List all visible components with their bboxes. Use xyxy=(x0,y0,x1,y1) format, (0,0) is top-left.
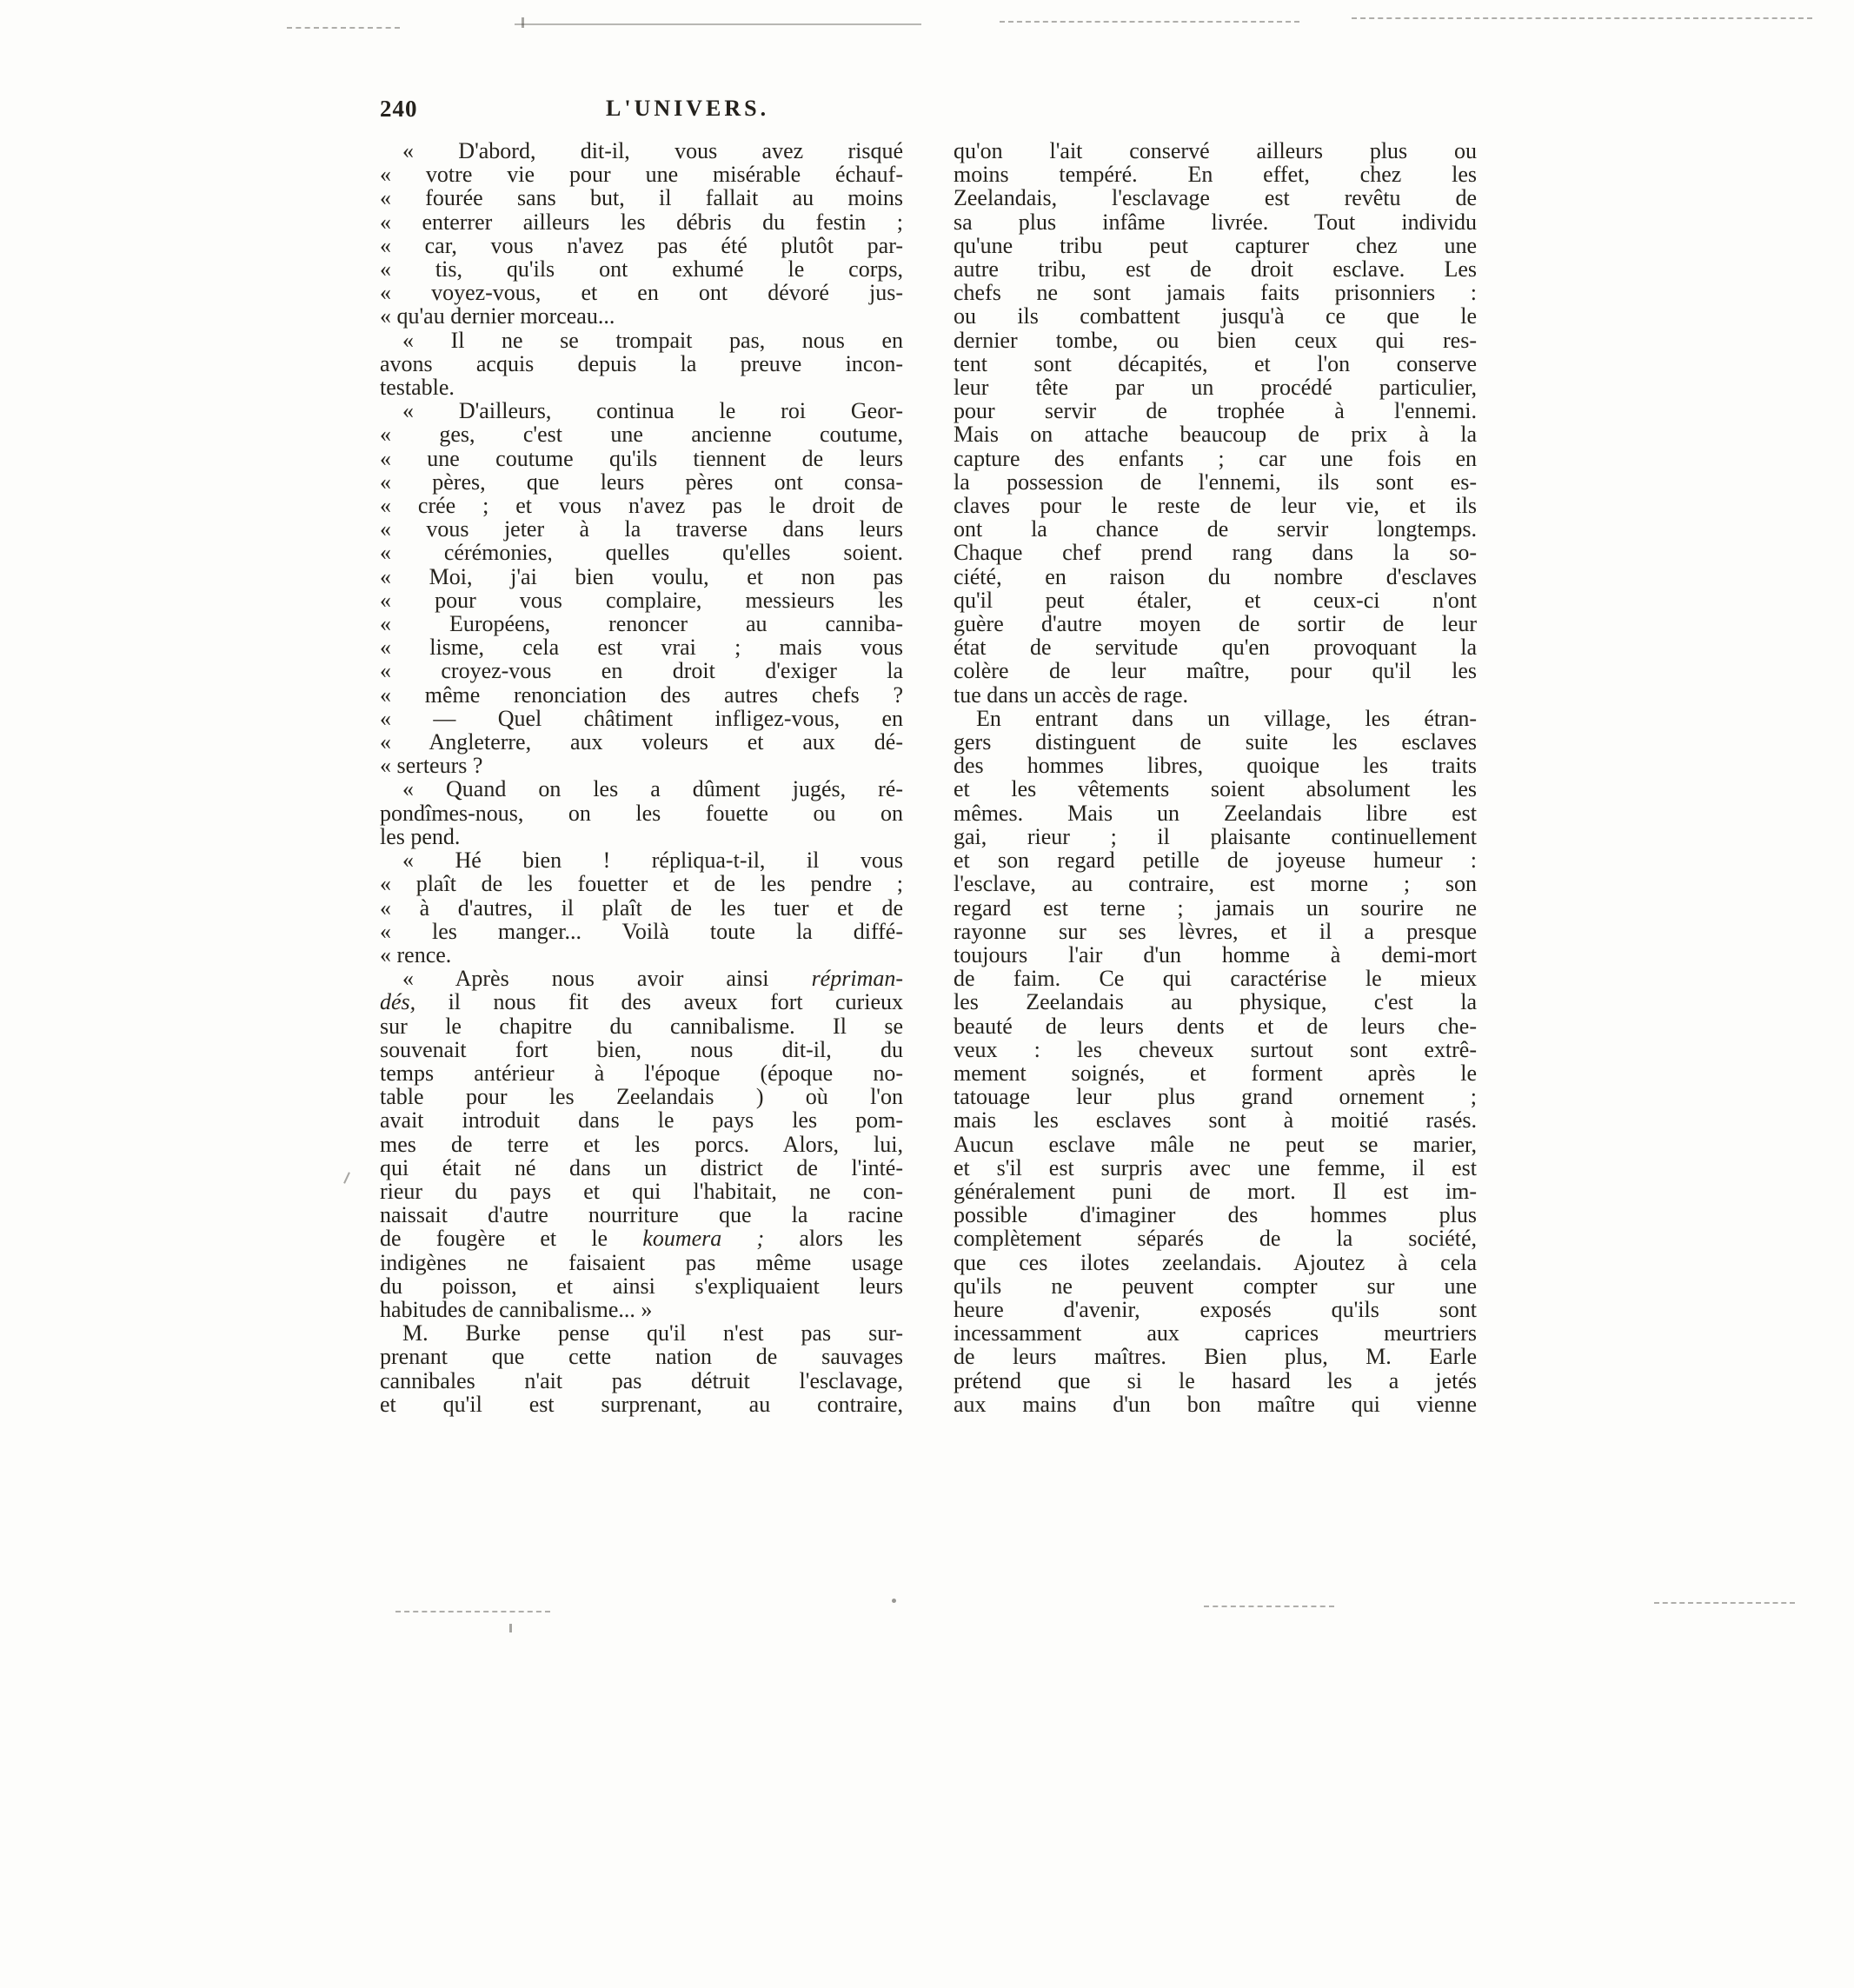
scan-artifact xyxy=(343,1172,350,1184)
text-line xyxy=(380,1133,903,1156)
text-line xyxy=(380,1251,903,1274)
text-line xyxy=(380,447,903,470)
text-segment: qu'on l'ait conservé ailleurs plus ou xyxy=(954,138,1477,163)
text-segment: « — Quel châtiment infligez-vous, en xyxy=(380,705,903,731)
text-segment: leur tête par un procédé particulier, xyxy=(954,375,1477,401)
text-segment: « D'ailleurs, continua le roi Geor- xyxy=(402,398,903,424)
text-line xyxy=(954,1369,1477,1393)
text-line xyxy=(380,565,903,588)
text-line xyxy=(954,635,1477,659)
scan-artifact xyxy=(1654,1602,1795,1604)
text-line xyxy=(954,1108,1477,1132)
text-segment: souvenait fort bien, nous dit-il, du xyxy=(380,1036,903,1062)
text-segment: Zeelandais, l'esclavage est revêtu de xyxy=(954,185,1477,211)
text-line xyxy=(380,1345,903,1368)
text-line xyxy=(954,1345,1477,1368)
text-line xyxy=(954,1298,1477,1321)
text-segment: « une coutume qu'ils tiennent de leurs xyxy=(380,445,903,471)
text-line xyxy=(954,1014,1477,1038)
text-line xyxy=(380,1321,903,1345)
text-line xyxy=(954,730,1477,754)
text-segment: « cérémonies, quelles qu'elles soient. xyxy=(380,540,903,566)
text-line xyxy=(954,612,1477,635)
text-line xyxy=(380,470,903,494)
text-line xyxy=(954,139,1477,163)
text-segment: capture des enfants ; car une fois en xyxy=(954,445,1477,471)
text-line xyxy=(954,777,1477,801)
text-segment: généralement puni de mort. Il est im- xyxy=(954,1178,1477,1204)
text-line xyxy=(380,683,903,707)
text-line xyxy=(380,588,903,612)
paragraph xyxy=(380,1321,903,1416)
text-segment: testable. xyxy=(380,375,455,401)
text-segment: l'esclave, au contraire, est morne ; son xyxy=(954,871,1477,897)
text-segment: que ces ilotes zeelandais. Ajoutez à cela xyxy=(954,1249,1477,1275)
text-segment: « Quand on les a dûment jugés, ré- xyxy=(402,776,903,802)
text-line xyxy=(380,352,903,376)
text-line xyxy=(380,139,903,163)
text-segment: chefs ne sont jamais faits prisonniers : xyxy=(954,280,1477,306)
text-segment: « tis, qu'ils ont exhumé le corps, xyxy=(380,256,903,283)
text-line xyxy=(380,1061,903,1085)
text-line xyxy=(380,896,903,920)
text-segment: ou ils combattent jusqu'à ce que le xyxy=(954,303,1477,329)
text-line xyxy=(380,1393,903,1416)
text-segment: temps antérieur à l'époque (époque no- xyxy=(380,1060,903,1086)
scan-artifact xyxy=(522,17,524,28)
text-line xyxy=(954,801,1477,825)
text-line xyxy=(954,967,1477,990)
text-segment: et s'il est surpris avec une femme, il est xyxy=(954,1154,1477,1180)
text-segment: de leurs maîtres. Bien plus, M. Earle xyxy=(954,1344,1477,1370)
text-segment: du poisson, et ainsi s'expliquaient leurs xyxy=(380,1273,903,1299)
text-line xyxy=(954,376,1477,399)
text-segment: « Hé bien ! répliqua-t-il, il vous xyxy=(402,848,903,874)
paragraph xyxy=(380,777,903,848)
scan-artifact xyxy=(1000,21,1299,23)
scan-artifact xyxy=(1204,1606,1334,1607)
text-segment: toujours l'air d'un homme à demi-mort xyxy=(954,941,1477,967)
text-line xyxy=(380,730,903,754)
text-segment: et qu'il est surprenant, au contraire, xyxy=(380,1391,903,1417)
text-line xyxy=(380,517,903,541)
text-line xyxy=(380,1274,903,1298)
text-segment: mais les esclaves sont à moitié rasés. xyxy=(954,1107,1477,1134)
text-block xyxy=(380,139,1477,1416)
text-line xyxy=(954,494,1477,517)
text-line xyxy=(954,517,1477,541)
text-line xyxy=(954,1251,1477,1274)
text-segment: Mais on attache beaucoup de prix à la xyxy=(954,422,1477,448)
text-segment: « fourée sans but, il fallait au moins xyxy=(380,185,903,211)
text-segment: de faim. Ce qui caractérise le mieux xyxy=(954,966,1477,992)
text-line xyxy=(380,1227,903,1250)
text-line xyxy=(380,163,903,186)
text-segment: habitudes de cannibalisme... » xyxy=(380,1296,653,1322)
text-segment: rayonne sur ses lèvres, et il a presque xyxy=(954,918,1477,944)
text-segment: pour servir de trophée à l'ennemi. xyxy=(954,398,1477,424)
text-line xyxy=(954,659,1477,682)
italic-text: répriman- xyxy=(811,966,903,992)
text-segment: incessamment aux caprices meurtriers xyxy=(954,1320,1477,1346)
text-line xyxy=(380,943,903,967)
text-line xyxy=(954,1274,1477,1298)
text-line xyxy=(380,1038,903,1061)
text-line xyxy=(954,990,1477,1014)
text-segment: mes de terre et les porcs. Alors, lui, xyxy=(380,1131,903,1157)
paragraph xyxy=(380,399,903,777)
text-line xyxy=(380,186,903,209)
text-line xyxy=(380,848,903,872)
text-column-right xyxy=(954,139,1477,1416)
scan-artifact xyxy=(395,1611,550,1612)
text-line xyxy=(954,281,1477,304)
text-line xyxy=(954,1085,1477,1108)
text-segment: mement soignés, et forment après le xyxy=(954,1060,1477,1086)
text-segment: qui était né dans un district de l'inté- xyxy=(380,1154,903,1180)
text-segment: sa plus infâme livrée. Tout individu xyxy=(954,209,1477,235)
text-segment: « ges, c'est une ancienne coutume, xyxy=(380,422,903,448)
text-line xyxy=(380,1298,903,1321)
paragraph xyxy=(380,139,903,329)
scan-artifact xyxy=(287,27,400,29)
text-line xyxy=(380,754,903,777)
text-line xyxy=(954,872,1477,895)
text-line xyxy=(380,376,903,399)
text-segment: état de servitude qu'en provoquant la xyxy=(954,635,1477,661)
text-segment: qu'il peut étaler, et ceux-ci n'ont xyxy=(954,587,1477,613)
text-line xyxy=(380,257,903,281)
text-segment: tent sont décapités, et l'on conserve xyxy=(954,350,1477,376)
text-segment: les Zeelandais au physique, c'est la xyxy=(954,989,1477,1015)
paragraph xyxy=(954,707,1477,1416)
text-line xyxy=(954,186,1477,209)
text-segment: indigènes ne faisaient pas même usage xyxy=(380,1249,903,1275)
text-segment: il nous fit des aveux fort curieux xyxy=(415,989,903,1015)
text-segment: tue dans un accès de rage. xyxy=(954,682,1188,708)
text-line xyxy=(380,1108,903,1132)
text-line xyxy=(954,825,1477,848)
scan-artifact xyxy=(509,1624,512,1632)
text-line xyxy=(954,1203,1477,1227)
text-line xyxy=(954,470,1477,494)
text-line xyxy=(954,588,1477,612)
text-line xyxy=(954,1061,1477,1085)
text-line xyxy=(380,707,903,730)
text-line xyxy=(380,234,903,257)
text-line xyxy=(954,565,1477,588)
text-segment: ciété, en raison du nombre d'esclaves xyxy=(954,563,1477,589)
text-line xyxy=(954,1038,1477,1061)
text-segment: « Il ne se trompait pas, nous en xyxy=(402,327,903,353)
text-line xyxy=(380,1180,903,1203)
text-segment: « Européens, renoncer au canniba- xyxy=(380,611,903,637)
italic-text: dés, xyxy=(380,989,416,1015)
scan-artifact xyxy=(1352,17,1812,19)
text-line xyxy=(954,683,1477,707)
paragraph xyxy=(380,848,903,967)
text-segment: guère d'autre moyen de sortir de leur xyxy=(954,611,1477,637)
text-line xyxy=(954,210,1477,234)
text-segment: la possession de l'ennemi, ils sont es- xyxy=(954,469,1477,495)
text-line xyxy=(954,1393,1477,1416)
text-segment: « à d'autres, il plaît de les tuer et de xyxy=(380,894,903,921)
text-line xyxy=(954,896,1477,920)
text-segment: gai, rieur ; il plaisante continuellement xyxy=(954,823,1477,849)
text-line xyxy=(954,707,1477,730)
text-segment: « croyez-vous en droit d'exiger la xyxy=(380,658,903,684)
text-line xyxy=(954,541,1477,564)
text-segment: « votre vie pour une misérable échauf- xyxy=(380,162,903,188)
text-segment: des hommes libres, quoique les traits xyxy=(954,753,1477,779)
text-line xyxy=(380,659,903,682)
running-title: L'UNIVERS. xyxy=(606,96,770,121)
text-segment: moins tempéré. En effet, chez les xyxy=(954,162,1477,188)
text-line xyxy=(954,447,1477,470)
text-segment: « les manger... Voilà toute la diffé- xyxy=(380,918,903,944)
text-line xyxy=(954,257,1477,281)
text-line xyxy=(380,399,903,422)
text-segment: claves pour le reste de leur vie, et ils xyxy=(954,493,1477,519)
text-line xyxy=(380,329,903,352)
text-segment: ont la chance de servir longtemps. xyxy=(954,516,1477,542)
text-line xyxy=(380,967,903,990)
text-segment: Aucun esclave mâle ne peut se marier, xyxy=(954,1131,1477,1157)
text-segment: autre tribu, est de droit esclave. Les xyxy=(954,256,1477,283)
text-line xyxy=(380,541,903,564)
text-segment: « voyez-vous, et en ont dévoré jus- xyxy=(380,280,903,306)
text-line xyxy=(954,754,1477,777)
paragraph xyxy=(380,329,903,400)
text-line xyxy=(954,1156,1477,1180)
text-segment: « vous jeter à la traverse dans leurs xyxy=(380,516,903,542)
scan-artifact xyxy=(515,23,921,25)
text-segment: « même renonciation des autres chefs ? xyxy=(380,682,903,708)
text-line xyxy=(380,872,903,895)
text-segment: pondîmes-nous, on les fouette ou on xyxy=(380,800,903,826)
text-segment: « lisme, cela est vrai ; mais vous xyxy=(380,635,903,661)
text-line xyxy=(954,329,1477,352)
text-segment: M. Burke pense qu'il n'est pas sur- xyxy=(402,1320,903,1346)
text-segment: qu'ils ne peuvent compter sur une xyxy=(954,1273,1477,1299)
text-segment: dernier tombe, ou bien ceux qui res- xyxy=(954,327,1477,353)
paragraph xyxy=(954,139,1477,707)
text-line xyxy=(380,494,903,517)
text-segment: beauté de leurs dents et de leurs che- xyxy=(954,1013,1477,1039)
text-segment: « D'abord, dit-il, vous avez risqué xyxy=(402,138,903,163)
text-segment: de fougère et le xyxy=(380,1226,643,1252)
text-line xyxy=(380,1156,903,1180)
text-line xyxy=(380,1203,903,1227)
text-segment: regard est terne ; jamais un sourire ne xyxy=(954,894,1477,921)
text-segment: heure d'avenir, exposés qu'ils sont xyxy=(954,1296,1477,1322)
text-segment: tatouage leur plus grand ornement ; xyxy=(954,1084,1477,1110)
text-line xyxy=(954,352,1477,376)
text-segment: En entrant dans un village, les étran- xyxy=(976,705,1477,731)
text-segment: sur le chapitre du cannibalisme. Il se xyxy=(380,1013,903,1039)
text-line xyxy=(954,1321,1477,1345)
text-segment: colère de leur maître, pour qu'il les xyxy=(954,658,1477,684)
scan-artifact xyxy=(892,1599,896,1603)
text-line xyxy=(380,825,903,848)
text-line xyxy=(380,281,903,304)
text-segment: « qu'au dernier morceau... xyxy=(380,303,615,329)
text-line xyxy=(380,920,903,943)
italic-text: koumera ; xyxy=(642,1226,765,1252)
text-segment: les pend. xyxy=(380,823,461,849)
text-line xyxy=(380,210,903,234)
text-line xyxy=(380,304,903,328)
page-number: 240 xyxy=(380,96,418,122)
text-line xyxy=(954,422,1477,446)
text-line xyxy=(954,920,1477,943)
text-line xyxy=(954,304,1477,328)
text-segment: « car, vous n'avez pas été plutôt par- xyxy=(380,232,903,258)
text-segment: qu'une tribu peut capturer chez une xyxy=(954,232,1477,258)
text-line xyxy=(954,943,1477,967)
text-line xyxy=(380,1014,903,1038)
text-segment: gers distinguent de suite les esclaves xyxy=(954,729,1477,755)
text-line xyxy=(380,990,903,1014)
text-column-left xyxy=(380,139,903,1416)
text-line xyxy=(380,612,903,635)
text-segment: avons acquis depuis la preuve incon- xyxy=(380,350,903,376)
text-segment: possible d'imaginer des hommes plus xyxy=(954,1202,1477,1228)
text-segment: prétend que si le hasard les a jetés xyxy=(954,1367,1477,1393)
text-segment: rieur du pays et qui l'habitait, ne con- xyxy=(380,1178,903,1204)
text-segment: mêmes. Mais un Zeelandais libre est xyxy=(954,800,1477,826)
text-segment: cannibales n'ait pas détruit l'esclavage, xyxy=(380,1367,903,1393)
text-segment: « plaît de les fouetter et de les pendre ; xyxy=(380,871,903,897)
text-segment: « serteurs ? xyxy=(380,753,483,779)
text-segment: et son regard petille de joyeuse humeur : xyxy=(954,848,1477,874)
text-segment: prenant que cette nation de sauvages xyxy=(380,1344,903,1370)
text-line xyxy=(954,399,1477,422)
text-line xyxy=(380,635,903,659)
text-segment: et les vêtements soient absolument les xyxy=(954,776,1477,802)
text-line xyxy=(954,234,1477,257)
text-line xyxy=(954,848,1477,872)
text-line xyxy=(954,163,1477,186)
text-segment: aux mains d'un bon maître qui vienne xyxy=(954,1391,1477,1417)
text-segment: Chaque chef prend rang dans la so- xyxy=(954,540,1477,566)
text-segment: complètement séparés de la société, xyxy=(954,1226,1477,1252)
paragraph xyxy=(380,967,903,1321)
text-line xyxy=(380,801,903,825)
text-segment: « enterrer ailleurs les débris du festin ; xyxy=(380,209,903,235)
text-segment: « pères, que leurs pères ont consa- xyxy=(380,469,903,495)
text-segment: alors les xyxy=(764,1226,903,1252)
text-line xyxy=(954,1133,1477,1156)
text-segment: « rence. xyxy=(380,941,452,967)
text-line xyxy=(380,1369,903,1393)
text-line xyxy=(380,422,903,446)
text-line xyxy=(380,777,903,801)
text-segment: table pour les Zeelandais ) où l'on xyxy=(380,1084,903,1110)
text-segment: « Angleterre, aux voleurs et aux dé- xyxy=(380,729,903,755)
text-segment: « pour vous complaire, messieurs les xyxy=(380,587,903,613)
text-segment: naissait d'autre nourriture que la racine xyxy=(380,1202,903,1228)
text-segment: avait introduit dans le pays les pom- xyxy=(380,1107,903,1134)
text-line xyxy=(954,1180,1477,1203)
text-segment: « crée ; et vous n'avez pas le droit de xyxy=(380,493,903,519)
text-line xyxy=(954,1227,1477,1250)
text-segment: « Après nous avoir ainsi xyxy=(402,966,812,992)
text-segment: veux : les cheveux surtout sont extrê- xyxy=(954,1036,1477,1062)
text-line xyxy=(380,1085,903,1108)
text-segment: « Moi, j'ai bien voulu, et non pas xyxy=(380,563,903,589)
